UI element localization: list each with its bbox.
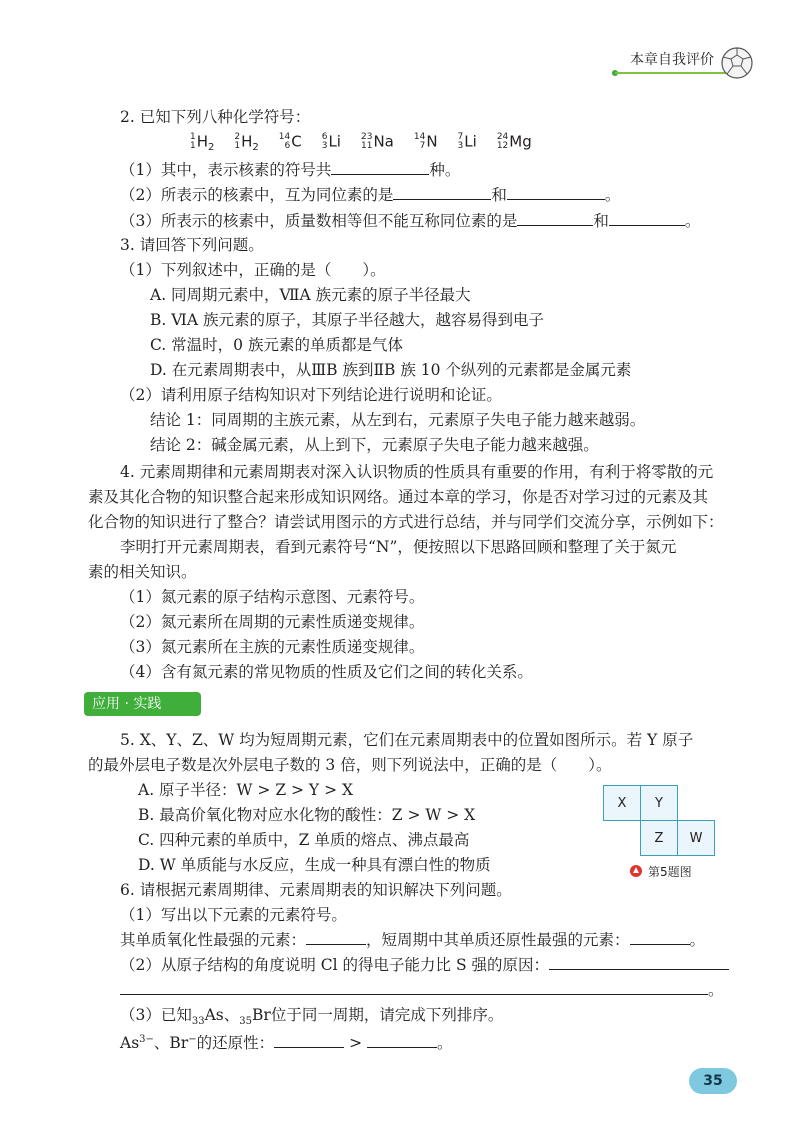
section-tag: 应用 · 实践 [84,692,201,716]
q6-part3-ordering: $As^{3-}$、Br−的还原性： > 。 [120,1034,453,1053]
page-number: 35 [689,1068,737,1094]
nuclide-numbers [414,133,425,151]
element-symbol: N [426,132,438,151]
nuclide-symbol [190,130,214,159]
q3-option-d: D. 在元素周期表中，从ⅢB 族到ⅡB 族 10 个纵列的元素都是金属元素 [150,361,632,379]
answer-blank[interactable] [274,1033,344,1048]
q5-line-2: 的最外层电子数是次外层电子数的 3 倍，则下列说法中，正确的是（ ）。 [88,756,612,774]
q3-option-a: A. 同周期元素中，ⅦA 族元素的原子半径最大 [150,286,471,304]
nuclide-symbol [414,130,438,153]
answer-blank[interactable] [393,185,491,200]
q6-part3: （3）已知$_{33}$As、$_{35}$Br位于同一周期，请完成下列排序。 [120,1006,504,1028]
mass-number: 23 [360,131,373,142]
q3-conclusion-2: 结论 2：碱金属元素，从上到下，元素原子失电子能力越来越强。 [150,436,599,454]
nuclide-symbol-row [190,130,552,159]
nuclide-symbol [234,130,258,159]
mass-number: 7 [457,131,464,142]
mass-number: 1 [190,131,196,142]
q3-option-b: B. ⅥA 族元素的原子，其原子半径越大，越容易得到电子 [150,311,544,329]
q2-part1: （1）其中，表示核素的符号共 种。 [120,161,461,179]
answer-blank[interactable] [306,930,366,945]
figure-marker-icon [630,865,642,877]
element-symbol: C [291,132,302,151]
q4-item-4: （4）含有氮元素的常见物质的性质及它们之间的转化关系。 [120,663,533,681]
atomic-number: 7 [419,140,426,151]
answer-blank[interactable] [507,185,605,200]
grid-cell-y: Y [640,785,678,821]
mass-number: 2 [234,131,241,142]
nuclide-symbol [361,130,394,153]
atom-count: 2 [252,142,259,153]
atomic-number: 1 [190,140,196,151]
mass-number: 6 [321,131,328,142]
atomic-number: 3 [457,140,464,151]
q4-line-2: 素及其化合物的知识整合起来形成知识网络。通过本章的学习，你是否对学习过的元素及其 [88,488,709,506]
q3-part2: （2）请利用原子结构知识对下列结论进行说明和论证。 [120,386,502,404]
q5-line-1: 5. X、Y、Z、W 均为短周期元素，它们在元素周期表中的位置如图所示。若 Y 原子 [120,731,694,749]
atomic-number: 3 [321,140,328,151]
mass-number: 14 [278,131,291,142]
answer-blank[interactable] [331,160,429,175]
atomic-number: 1 [234,140,241,151]
q6-part1-answers: 其单质氧化性最强的元素： ，短周期中其单质还原性最强的元素： 。 [120,931,706,949]
q4-line-3: 化合物的知识进行了整合？请尝试用图示的方式进行总结，并与同学们交流分享，示例如下： [88,513,724,531]
answer-blank[interactable] [630,930,690,945]
atomic-number: 11 [360,140,373,151]
q3-title: 3. 请回答下列问题。 [120,236,264,254]
nuclide-numbers [234,133,240,151]
q6-part1: （1）写出以下元素的元素符号。 [120,906,347,924]
q5-option-d: D. W 单质能与水反应，生成一种具有漂白性的物质 [138,856,491,874]
fullerene-icon [720,46,754,80]
answer-blank[interactable] [609,211,685,226]
q5-option-b: B. 最高价氧化物对应水化物的酸性：Z > W > X [138,806,476,824]
element-symbol: Na [373,132,394,151]
answer-blank[interactable] [120,980,708,995]
mass-number: 14 [413,131,426,142]
element-symbol: Li [328,132,341,151]
q4-line-4: 李明打开元素周期表，看到元素符号“N”，便按照以下思路回顾和整理了关于氮元 [120,538,677,556]
nuclide-symbol [458,130,477,153]
atomic-number: 6 [284,140,291,151]
q6-title: 6. 请根据元素周期律、元素周期表的知识解决下列问题。 [120,881,512,899]
figure-caption: 第5题图 [648,865,692,879]
nuclide-symbol [322,130,341,153]
q3-conclusion-1: 结论 1：同周期的主族元素，从左到右，元素原子失电子能力越来越弱。 [150,411,646,429]
grid-cell-z: Z [640,820,678,856]
answer-blank[interactable] [549,955,729,970]
q6-part2: （2）从原子结构的角度说明 Cl 的得电子能力比 S 强的原因： [120,954,729,976]
element-symbol: H [241,132,253,151]
q2-title: 2. 已知下列八种化学符号： [120,108,311,126]
nuclide-numbers [322,133,328,151]
q4-item-1: （1）氮元素的原子结构示意图、元素符号。 [120,588,425,606]
q3-part1: （1）下列叙述中，正确的是（ ）。 [120,261,386,279]
q5-option-a: A. 原子半径：W > Z > Y > X [138,781,354,799]
q4-item-3: （3）氮元素所在主族的元素性质递变规律。 [120,638,425,656]
nuclide-numbers [458,133,464,151]
nuclide-symbol [279,130,302,153]
chapter-header-title: 本章自我评价 [630,52,714,68]
q2-part3: （3）所表示的核素中，质量数相等但不能互称同位素的是 和 。 [120,212,701,230]
q4-line-5: 素的相关知识。 [88,563,197,581]
q4-line-1: 4. 元素周期律和元素周期表对深入认识物质的性质具有重要的作用，有利于将零散的元 [120,463,714,481]
q5-option-c: C. 四种元素的单质中，Z 单质的熔点、沸点最高 [138,831,470,849]
grid-cell-w: W [677,820,715,856]
atom-count: 2 [208,142,215,153]
nuclide-numbers [190,133,196,151]
q4-item-2: （2）氮元素所在周期的元素性质递变规律。 [120,613,425,631]
element-symbol: H [196,132,209,151]
nuclide-numbers [497,133,508,151]
element-symbol: Mg [509,132,532,151]
nuclide-numbers [361,133,372,151]
grid-cell-x: X [603,785,641,821]
mass-number: 24 [496,131,509,142]
element-symbol: Li [464,132,477,151]
q6-part2-continuation: 。 [120,979,724,1001]
q3-option-c: C. 常温时，0 族元素的单质都是气体 [150,336,403,354]
atomic-number: 12 [496,140,509,151]
nuclide-numbers [279,133,290,151]
answer-blank[interactable] [367,1033,437,1048]
nuclide-symbol [497,130,532,153]
answer-blank[interactable] [517,211,593,226]
q2-part2: （2）所表示的核素中，互为同位素的是 和 。 [120,186,621,204]
